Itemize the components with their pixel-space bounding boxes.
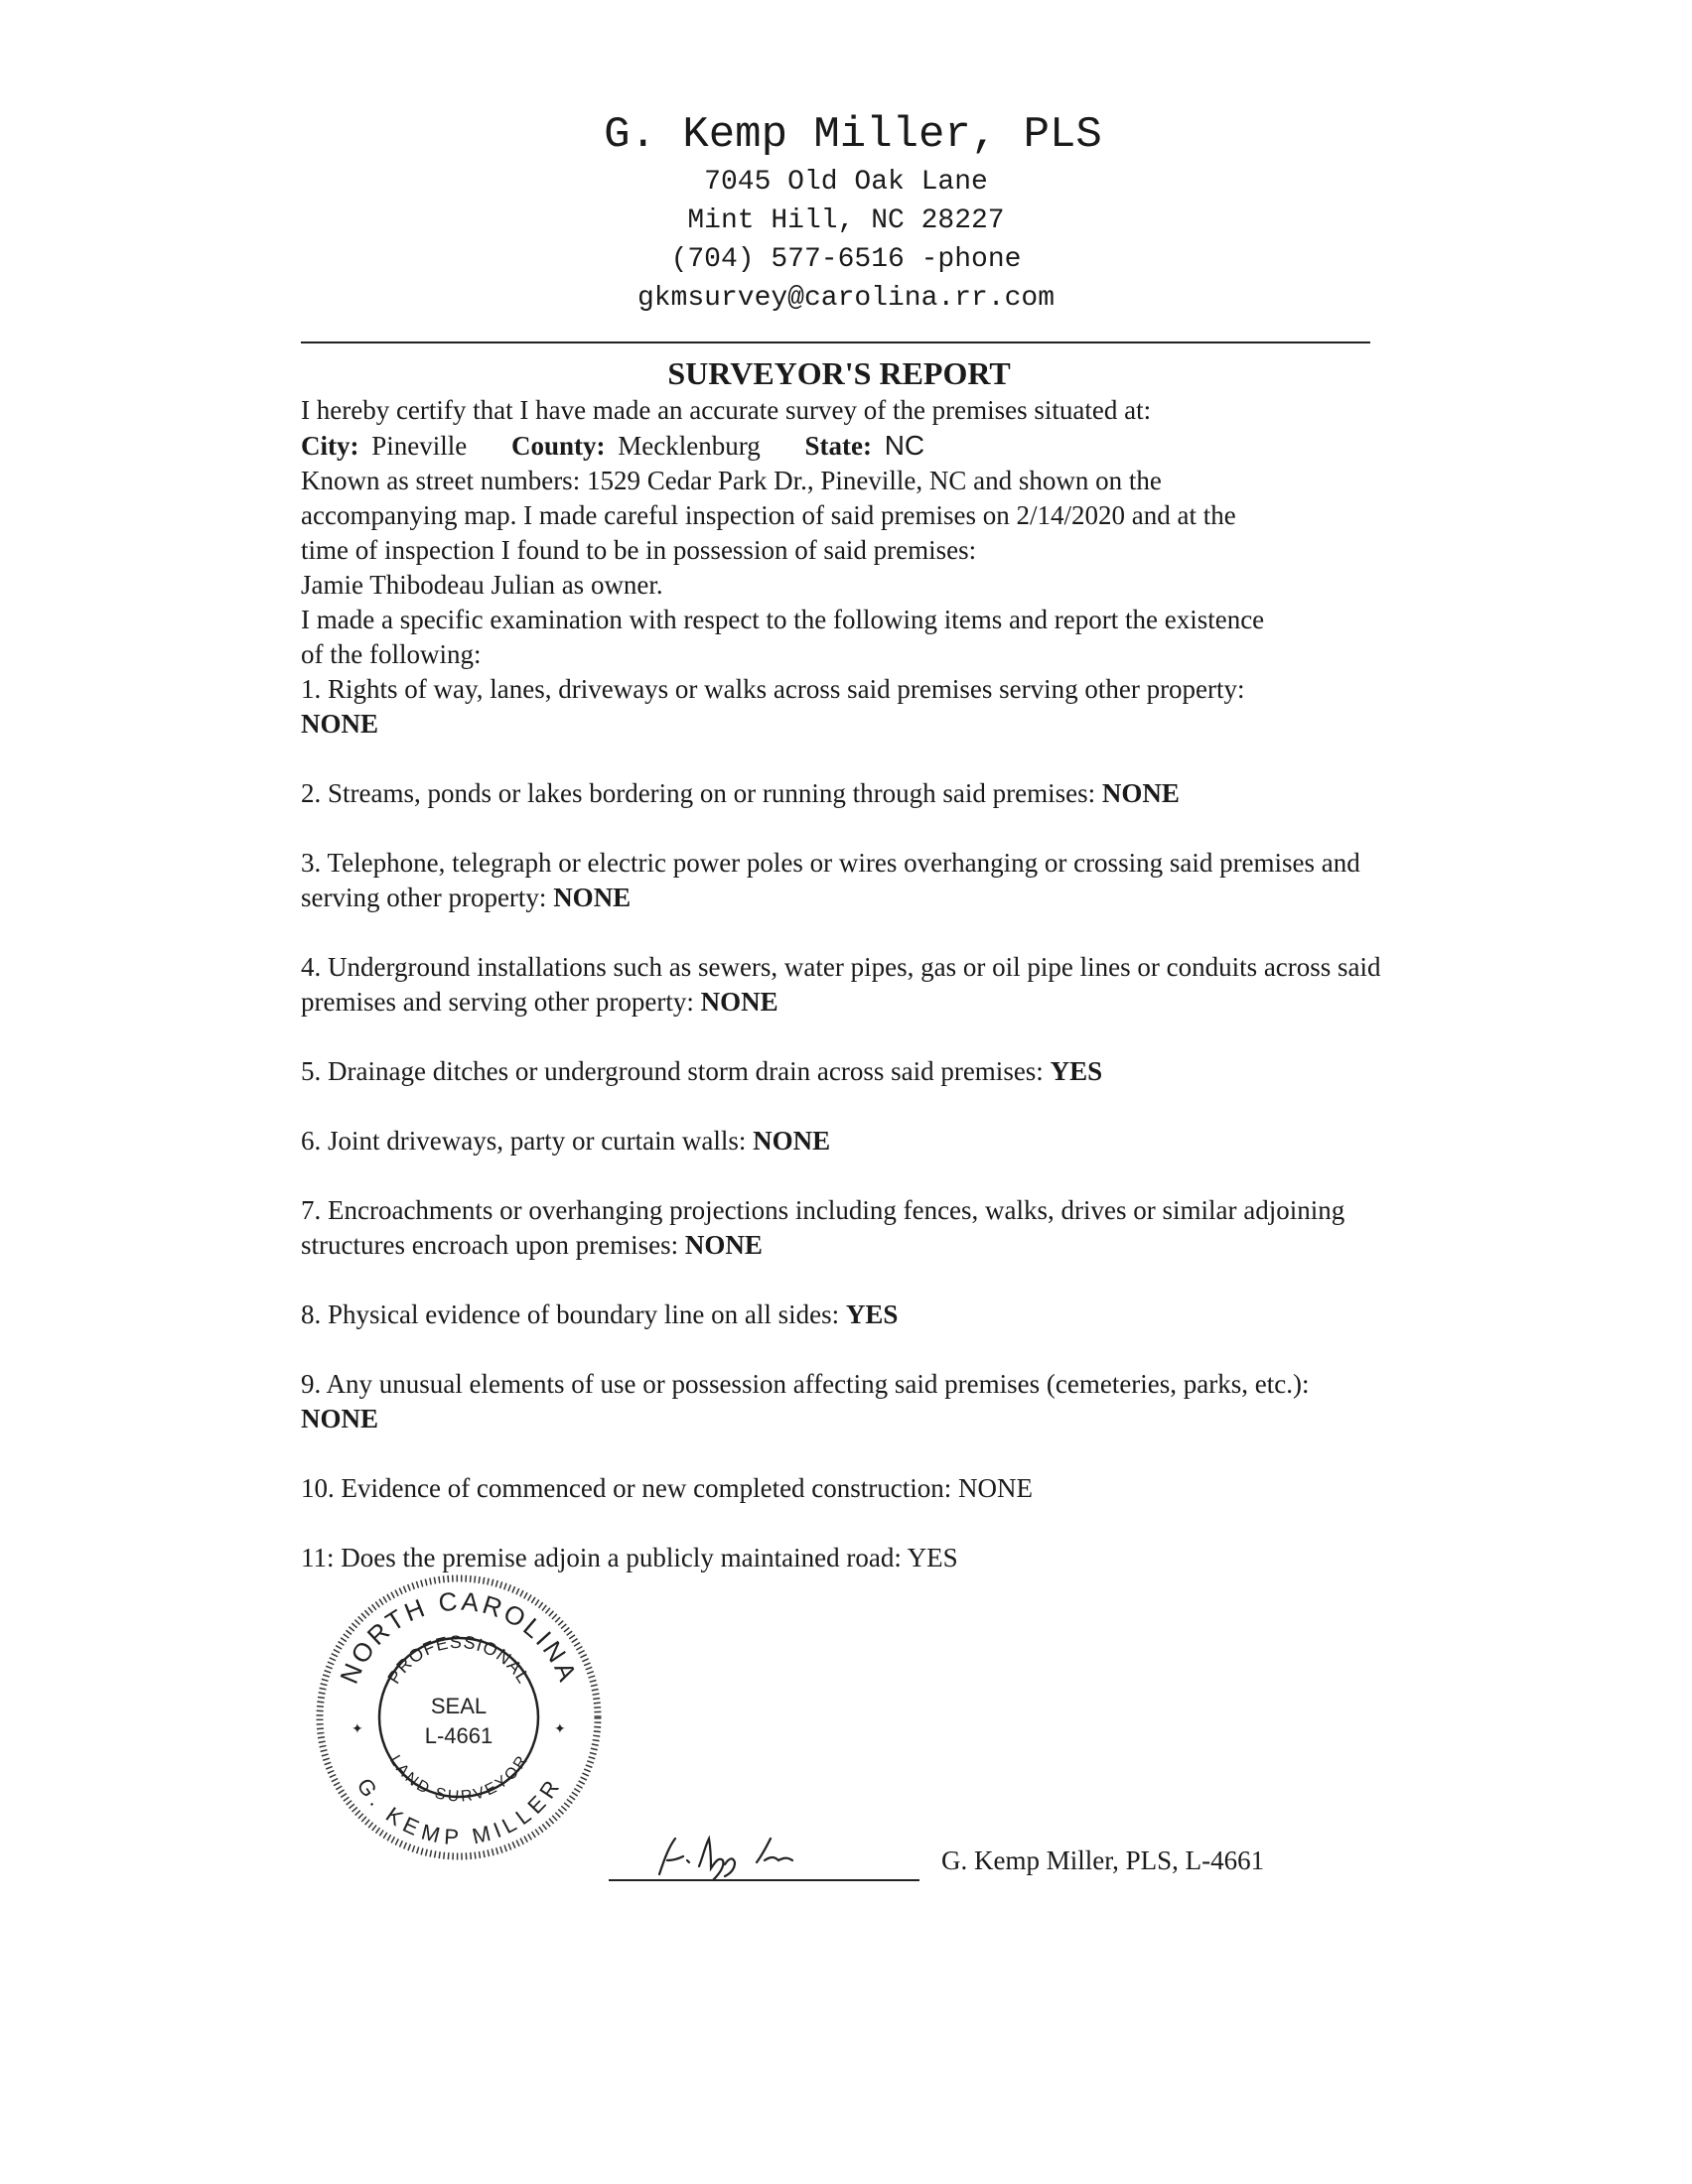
item-text: 5. Drainage ditches or underground storm drain across said premises:	[301, 1056, 1044, 1086]
report-item-4	[301, 950, 1383, 1020]
county-label: County:	[510, 431, 606, 461]
item-text: 9. Any unusual elements of use or possession affecting said premises (cemeteries, parks, etc.):	[301, 1369, 1310, 1399]
city-value: Pineville	[371, 431, 468, 461]
paragraph-line: Jamie Thibodeau Julian as owner.	[301, 570, 663, 600]
seal-outer-top-text: NORTH CAROLINA	[334, 1585, 584, 1689]
state-label: State:	[804, 431, 872, 461]
item-answer: YES	[1050, 1056, 1103, 1086]
report-item-9	[301, 1367, 1383, 1436]
report-item-3	[301, 846, 1383, 915]
seal-center-text: SEAL	[430, 1694, 488, 1718]
item-text: 7. Encroachments or overhanging projections including fences, walks, drives or similar adjoining structures encroach upon premises:	[301, 1195, 1345, 1260]
report-item-8	[301, 1297, 1383, 1332]
location-row	[301, 428, 1383, 464]
city-label: City:	[301, 431, 359, 461]
item-text: 4. Underground installations such as sewers, water pipes, gas or oil pipe lines or conduits across said premises and serving other property:	[301, 952, 1381, 1017]
report-item-10	[301, 1471, 1383, 1506]
svg-text:✦: ✦	[352, 1721, 363, 1737]
paragraph-line: time of inspection I found to be in possession of said premises:	[301, 535, 977, 565]
report-title: SURVEYOR'S REPORT	[667, 355, 1011, 391]
item-text: 10. Evidence of commenced or new completed construction: NONE	[301, 1473, 1034, 1503]
seal-graphic	[300, 1559, 618, 1876]
surveyor-name: G. Kemp Miller, PLS	[604, 110, 1102, 160]
item-text: 2. Streams, ponds or lakes bordering on or running through said premises:	[301, 778, 1096, 808]
signer-name: G. Kemp Miller, PLS, L-4661	[941, 1845, 1265, 1875]
report-item-7	[301, 1193, 1383, 1263]
item-text: 11: Does the premise adjoin a publicly maintained road: YES	[301, 1543, 958, 1572]
email-address: gkmsurvey@carolina.rr.com	[636, 283, 1056, 314]
report-item-5	[301, 1054, 1383, 1089]
seal-inner-bottom-text: LAND SURVEYOR	[385, 1752, 532, 1806]
seal-inner-top-text: PROFESSIONAL	[383, 1631, 534, 1688]
svg-text:LAND SURVEYOR	[386, 1752, 531, 1805]
item-text: 1. Rights of way, lanes, driveways or walks across said premises serving other property:	[301, 674, 1245, 704]
seal-outer-bottom-text: G. KEMP MILLER	[352, 1773, 566, 1850]
item-answer: YES	[845, 1299, 899, 1329]
paragraph-line: accompanying map. I made careful inspection of said premises on 2/14/2020 and at the	[301, 500, 1236, 530]
intro-paragraph	[301, 464, 1383, 672]
header-divider	[301, 341, 1370, 343]
item-text: 8. Physical evidence of boundary line on all sides:	[301, 1299, 840, 1329]
county-value: Mecklenburg	[618, 431, 761, 461]
address-line-2: Mint Hill, NC 28227	[687, 205, 1005, 236]
item-answer: NONE	[553, 883, 632, 912]
report-items	[301, 672, 1383, 1575]
svg-text:✦: ✦	[554, 1721, 566, 1737]
signature-graphic	[608, 1817, 925, 1886]
item-answer: NONE	[1101, 778, 1180, 808]
certify-statement: I hereby certify that I have made an accurate survey of the premises situated at:	[301, 395, 1152, 425]
item-answer: NONE	[301, 1404, 379, 1433]
handwritten-signature	[608, 1817, 925, 1886]
item-text: 6. Joint driveways, party or curtain walls:	[301, 1126, 747, 1156]
item-answer: NONE	[700, 987, 778, 1017]
paragraph-line: Known as street numbers: 1529 Cedar Park Dr., Pineville, NC and shown on the	[301, 466, 1162, 495]
item-answer: NONE	[301, 709, 379, 739]
seal-license-text: L-4661	[424, 1723, 494, 1748]
item-text: 3. Telephone, telegraph or electric power poles or wires overhanging or crossing said premises and serving other property:	[301, 848, 1360, 912]
professional-seal	[300, 1559, 618, 1876]
report-body	[301, 353, 1383, 1610]
phone-number: (704) 577-6516 -phone	[670, 244, 1022, 275]
letterhead	[0, 107, 1692, 318]
item-answer: NONE	[753, 1126, 831, 1156]
report-item-1	[301, 672, 1383, 742]
item-answer: NONE	[684, 1230, 763, 1260]
paragraph-line: of the following:	[301, 639, 482, 669]
signature-line	[609, 1879, 919, 1881]
report-item-6	[301, 1124, 1383, 1159]
state-value: NC	[884, 430, 925, 461]
address-line-1: 7045 Old Oak Lane	[704, 167, 988, 198]
paragraph-line: I made a specific examination with respect to the following items and report the existence	[301, 605, 1265, 634]
report-item-2	[301, 776, 1383, 811]
